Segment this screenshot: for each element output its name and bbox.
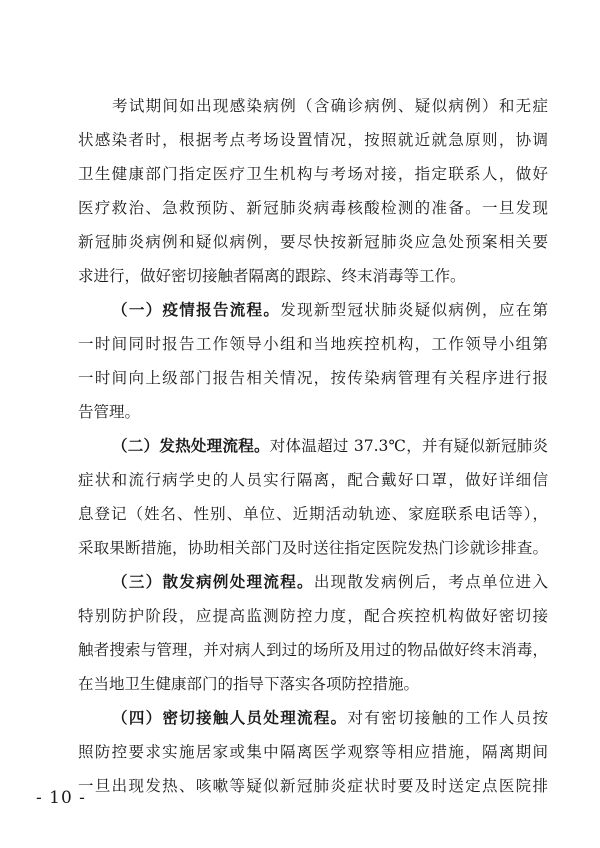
paragraph-first-line bbox=[112, 430, 548, 462]
text-line: 一时间向上级部门报告相关情况，按传染病管理有关程序进行报 bbox=[78, 369, 548, 387]
section-heading: （二）发热处理流程。 bbox=[112, 436, 270, 455]
text-line: 考试期间如出现感染病例（含确诊病例、疑似病例）和无症 bbox=[112, 97, 548, 115]
text-line: 状感染者时，根据考点考场设置情况，按照就近就急原则，协调 bbox=[78, 131, 548, 149]
text-line: 照防控要求实施居家或集中隔离医学观察等相应措施，隔离期间 bbox=[78, 743, 548, 761]
text-line: 特别防护阶段，应提高监测防控力度，配合疾控机构做好密切接 bbox=[78, 607, 548, 625]
text-line: 触者搜索与管理，并对病人到过的场所及用过的物品做好终末消毒， bbox=[78, 641, 548, 659]
section-heading: （一）疫情报告流程。 bbox=[112, 300, 281, 319]
text-line: 息登记（姓名、性别、单位、近期活动轨迹、家庭联系电话等）， bbox=[78, 505, 548, 523]
text-span: 对有密切接触的工作人员按 bbox=[347, 709, 548, 727]
section-heading: （四）密切接触人员处理流程。 bbox=[112, 708, 348, 727]
text-line: 症状和流行病学史的人员实行隔离，配合戴好口罩，做好详细信 bbox=[78, 471, 548, 489]
text-span: 对体温超过 37.3℃，并有疑似新冠肺炎 bbox=[269, 437, 548, 455]
text-line: 一旦出现发热、咳嗽等疑似新冠肺炎症状时要及时送定点医院排 bbox=[78, 777, 548, 795]
paragraph-first-line bbox=[112, 294, 548, 326]
text-line: 采取果断措施，协助相关部门及时送往指定医院发热门诊就诊排查。 bbox=[78, 539, 548, 557]
text-line: 一时间同时报告工作领导小组和当地疾控机构，工作领导小组第 bbox=[78, 335, 548, 353]
text-line: 新冠肺炎病例和疑似病例，要尽快按新冠肺炎应急处预案相关要 bbox=[78, 233, 548, 251]
text-line: 卫生健康部门指定医疗卫生机构与考场对接，指定联系人，做好 bbox=[78, 165, 548, 183]
text-span: 发现新型冠状肺炎疑似病例，应在第 bbox=[280, 301, 548, 319]
paragraph-first-line bbox=[112, 566, 548, 598]
section-heading: （三）散发病例处理流程。 bbox=[112, 572, 314, 591]
text-line: 医疗救治、急救预防、新冠肺炎病毒核酸检测的准备。一旦发现 bbox=[78, 199, 548, 217]
text-line: 在当地卫生健康部门的指导下落实各项防控措施。 bbox=[78, 675, 420, 693]
page-number: - 10 - bbox=[36, 788, 86, 808]
text-span: 出现散发病例后，考点单位进入 bbox=[313, 573, 548, 591]
text-line: 告管理。 bbox=[78, 403, 141, 421]
text-line: 求进行，做好密切接触者隔离的跟踪、终末消毒等工作。 bbox=[78, 267, 466, 285]
paragraph-first-line bbox=[112, 702, 548, 734]
